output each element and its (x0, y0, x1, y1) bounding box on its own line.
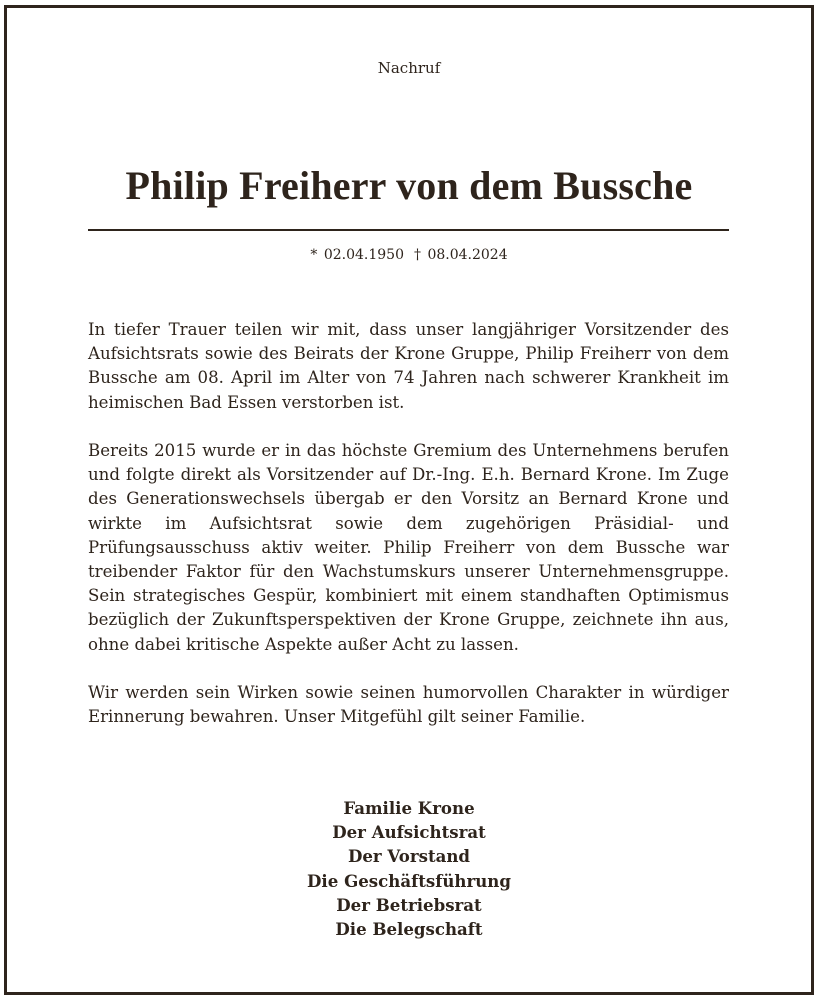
divider-rule (88, 229, 729, 231)
obituary-text (88, 318, 729, 754)
signer-family: Familie Krone (343, 798, 475, 818)
deceased-name: Philip Freiherr von dem Bussche (125, 163, 693, 208)
death-date: † 08.04.2024 (414, 247, 508, 263)
paragraph-career: Bereits 2015 wurde er in das höchste Gremium des Unternehmens berufen und folgte direkt als Vorsitzender auf Dr.-Ing. E.h. Bernard Krone. Im Zuge des Generationswechsels übergab er den Vorsitz an Bernard Krone und wirkte im Aufsichtsrat sowie dem zugehörigen Präsidial- und Prüfungsausschuss aktiv weiter. Philip Freiherr von dem Bussche war treibender Faktor für den Wachstumskurs unserer Unternehmensgruppe. Sein strategisches Gespür, kombiniert mit einem standhaften Optimismus bezüglich der Zukunftsperspektiven der Krone Gruppe, zeichnete ihn aus, ohne dabei kritische Aspekte außer Acht zu lassen. (88, 441, 729, 654)
notice-heading: Nachruf (377, 59, 441, 77)
birth-date: * 02.04.1950 (310, 247, 404, 263)
signer-supervisory-board: Der Aufsichtsrat (332, 822, 486, 843)
signers-list (0, 796, 818, 941)
signer-works-council: Der Betriebsrat (336, 894, 482, 915)
paragraph-announcement: In tiefer Trauer teilen wir mit, dass unser langjähriger Vorsitzender des Aufsichtsrats sowie des Beirats der Krone Gruppe, Philip Freiherr von dem Bussche am 08. April im Alter von 74 Jahren nach schwerer Krankheit im heimischen Bad Essen verstorben ist. (88, 320, 729, 412)
paragraph-remembrance: Wir werden sein Wirken sowie seinen humorvollen Charakter in würdiger Erinnerung bewahren. Unser Mitgefühl gilt seiner Familie. (88, 683, 729, 727)
signer-workforce: Die Belegschaft (335, 919, 483, 940)
life-dates (0, 245, 818, 265)
signer-management: Die Geschäftsführung (307, 870, 511, 891)
signer-executive-board: Der Vorstand (347, 846, 471, 867)
